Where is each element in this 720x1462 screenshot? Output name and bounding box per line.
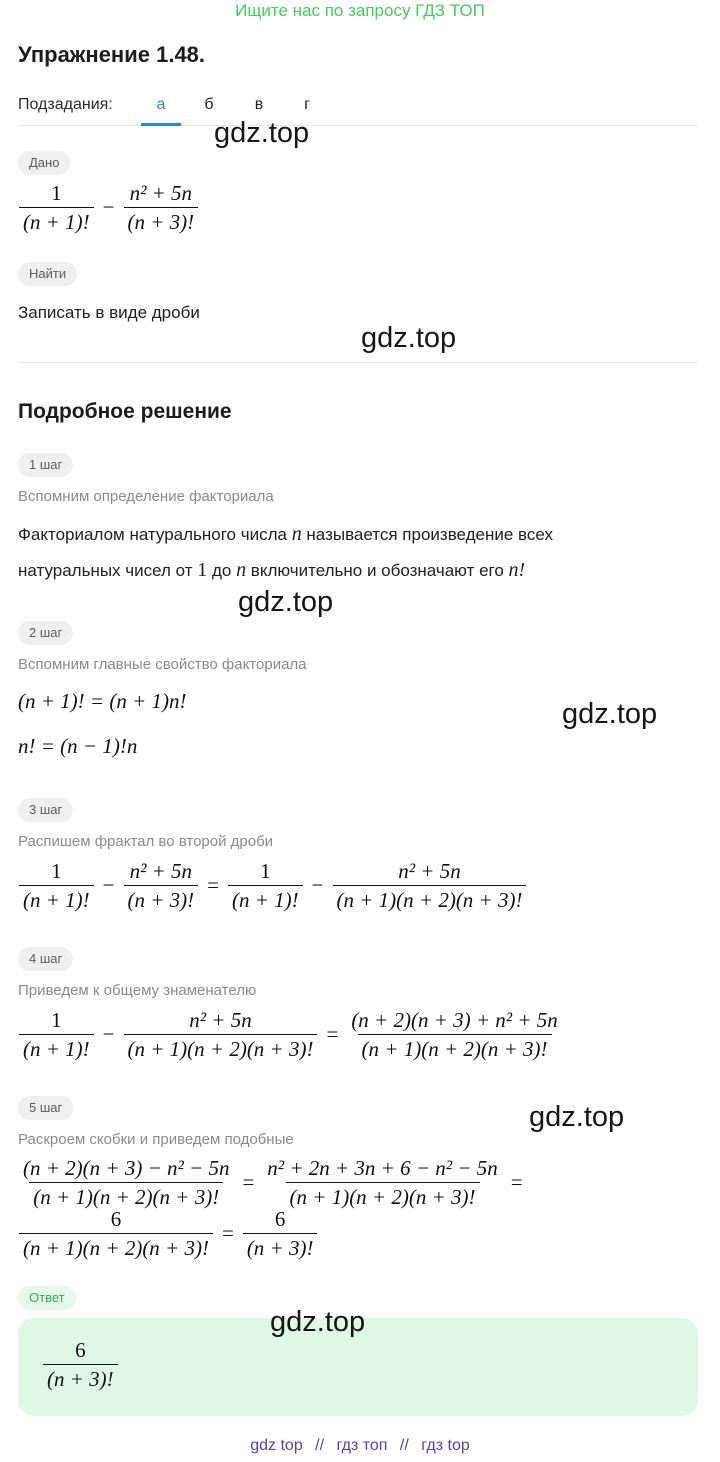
find-chip: Найти (18, 262, 77, 286)
step-5-caption: Раскроем скобки и приведем подобные (18, 1131, 294, 1148)
step-1-chip: 1 шаг (18, 453, 73, 477)
watermark: gdz.top (529, 1101, 625, 1133)
tab-v[interactable]: в (254, 96, 264, 113)
given-expression: $\frac{1}{(n + 1)!}$ − $\frac{\text{n² + 5n}}{(n + 3)!}$ (16, 181, 201, 234)
footer-separator: // (399, 1437, 409, 1454)
tabs-divider (18, 125, 698, 126)
step-1-line-1: Факториалом натурального числа n называется произведение всех (18, 523, 553, 545)
given-chip: Дано (18, 151, 70, 175)
subtasks-label: Подзадания: (18, 96, 113, 113)
watermark: gdz.top (562, 698, 658, 730)
step-5-line-1: $\frac{\text{(n + 2)(n + 3) − n² − 5n}}{(n + 1)(n + 2)(n + 3)!}$ = $\frac{\text{n² + 2n + 3n + 6 − n² − 5n}}{(n + 1)(n + 2)(n + 3)!}$ = (23, 1156, 523, 1209)
step-2-formula-1: (n + 1)! = (n + 1)n! (18, 689, 187, 713)
step-4-chip: 4 шаг (18, 947, 73, 971)
tab-g[interactable]: г (304, 96, 310, 113)
step-4-expression: $\frac{1}{(n + 1)!}$ − $\frac{\text{n² + 5n}}{(n + 1)(n + 2)(n + 3)!}$ = $\frac{\text{(n + 2)(n + 3) + n² + 5n}}{(n + 1)(n + 2)(n + 3)!}$ (16, 1008, 565, 1061)
find-text: Записать в виде дроби (18, 303, 200, 322)
watermark: gdz.top (270, 1306, 366, 1338)
step-2-caption: Вспомним главные свойство факториала (18, 656, 307, 673)
step-4-caption: Приведем к общему знаменателю (18, 982, 257, 999)
step-5-chip: 5 шаг (18, 1096, 73, 1120)
footer-link-gdz-top-mixed[interactable]: гдз top (421, 1437, 470, 1454)
exercise-title: Упражнение 1.48. (18, 42, 206, 67)
footer-separator: // (315, 1437, 325, 1454)
top-banner[interactable]: Ищите нас по запросу ГДЗ ТОП (235, 1, 485, 20)
answer-chip: Ответ (18, 1286, 76, 1310)
tab-b[interactable]: б (204, 96, 214, 113)
tab-a[interactable]: а (156, 96, 166, 113)
footer-link-gdz-top-ru[interactable]: гдз топ (336, 1437, 388, 1454)
watermark: gdz.top (238, 586, 334, 618)
footer-links (0, 1437, 720, 1455)
step-1-line-2: натуральных чисел от 1 до n включительно и обозначают его n! (18, 559, 526, 581)
section-divider (18, 362, 698, 363)
step-3-expression: $\frac{1}{(n + 1)!}$ − $\frac{\text{n² + 5n}}{(n + 3)!}$ = $\frac{1}{(n + 1)!}$ − $\frac{\text{n² + 5n}}{(n + 1)(n + 2)(n + 3)!}$ (16, 859, 529, 912)
step-5-line-2: $\frac{6}{(n + 1)(n + 2)(n + 3)!}$ = $\frac{6}{(n + 3)!}$ (16, 1207, 320, 1260)
step-2-formula-2: n! = (n − 1)!n (18, 734, 138, 758)
step-3-chip: 3 шаг (18, 798, 73, 822)
step-1-caption: Вспомним определение факториала (18, 488, 274, 505)
active-tab-indicator (141, 123, 181, 126)
step-3-caption: Распишем фрактал во второй дроби (18, 833, 274, 850)
watermark: gdz.top (214, 117, 310, 149)
footer-link-gdz-top[interactable]: gdz top (250, 1437, 303, 1454)
step-2-chip: 2 шаг (18, 621, 73, 645)
solution-title: Подробное решение (18, 400, 232, 423)
answer-expression: $\frac{6}{(n + 3)!}$ (40, 1338, 121, 1391)
watermark: gdz.top (361, 322, 457, 354)
